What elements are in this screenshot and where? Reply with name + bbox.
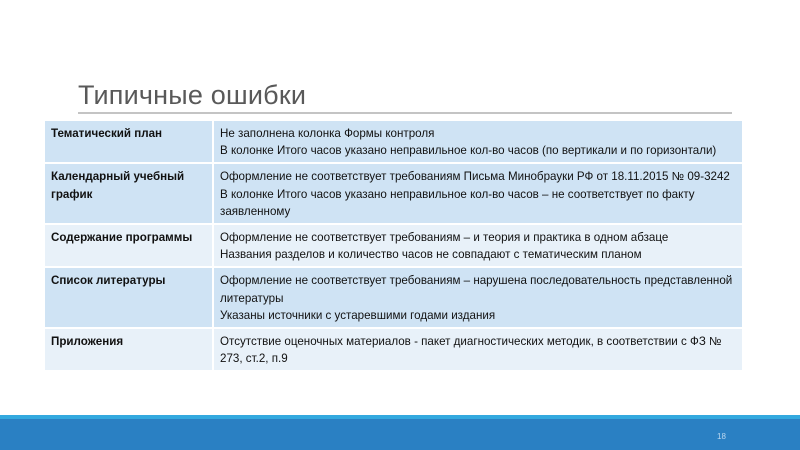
errors-table bbox=[45, 121, 742, 372]
description-line: Оформление не соответствует требованиям – и теория и практика в одном абзаце bbox=[220, 231, 669, 245]
description-line: Отсутствие оценочных материалов - пакет диагностических методик, в соответствии с ФЗ № 273, ст.2, п.9 bbox=[220, 335, 722, 366]
description-line: Оформление не соответствует требованиям Письма Минобрауки РФ от 18.11.2015 № 09-3242 bbox=[220, 170, 730, 184]
slide-title: Типичные ошибки bbox=[78, 80, 307, 110]
table-row bbox=[45, 225, 742, 268]
description-line: Оформление не соответствует требованиям – нарушена последовательность представленной литературы bbox=[220, 274, 733, 305]
row-label: Тематический план bbox=[45, 121, 214, 164]
table-row bbox=[45, 268, 742, 329]
title-underline bbox=[78, 112, 732, 114]
footer-band bbox=[0, 419, 800, 450]
row-label: Календарный учебный график bbox=[45, 164, 214, 225]
row-label: Список литературы bbox=[45, 268, 214, 329]
table-row bbox=[45, 329, 742, 372]
row-description bbox=[214, 121, 742, 164]
row-description bbox=[214, 268, 742, 329]
row-label: Содержание программы bbox=[45, 225, 214, 268]
row-description bbox=[214, 329, 742, 372]
row-description bbox=[214, 225, 742, 268]
page-number: 18 bbox=[717, 432, 726, 441]
description-line: В колонке Итого часов указано неправильное кол-во часов – не соответствует по факту заявленному bbox=[220, 187, 695, 218]
description-line: Не заполнена колонка Формы контроля bbox=[220, 127, 435, 140]
table-row bbox=[45, 121, 742, 164]
table-row bbox=[45, 164, 742, 225]
row-label: Приложения bbox=[45, 329, 214, 372]
description-line: Названия разделов и количество часов не совпадают с тематическим планом bbox=[220, 248, 642, 262]
description-line: В колонке Итого часов указано неправильное кол-во часов (по вертикали и по горизонтали) bbox=[220, 144, 717, 158]
row-description bbox=[214, 164, 742, 225]
description-line: Указаны источники с устаревшими годами издания bbox=[220, 308, 496, 322]
